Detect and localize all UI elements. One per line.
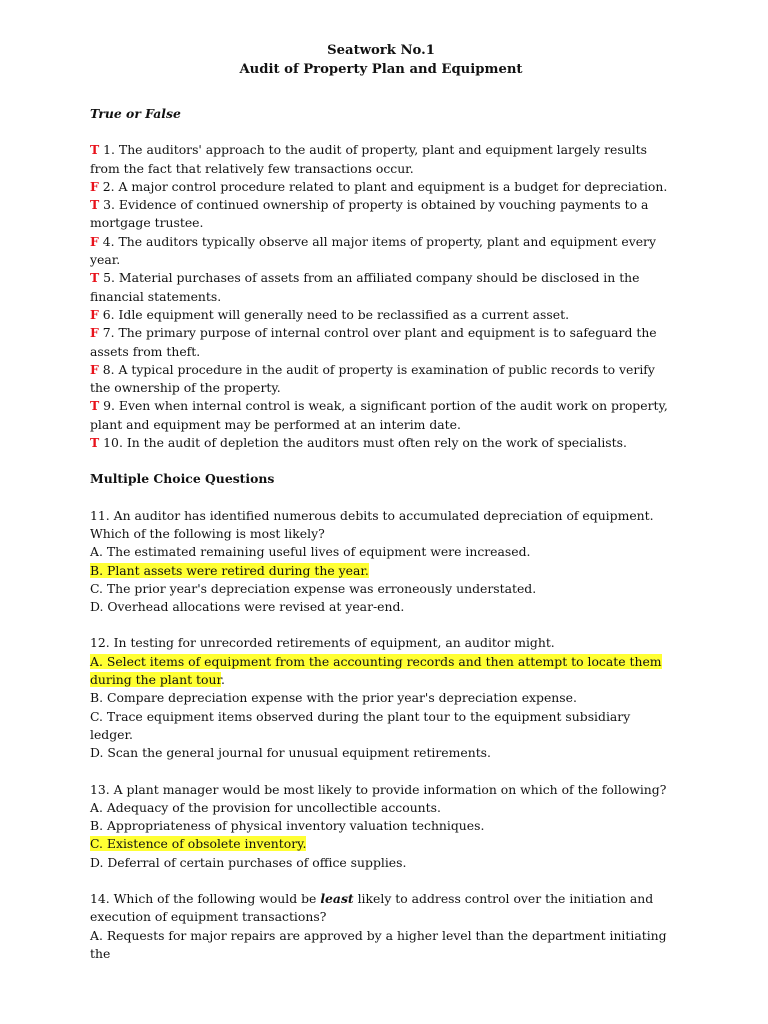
- tf-text: 7. The primary purpose of internal control over plant and equipment is to safeguard the assets from theft.: [90, 325, 657, 359]
- mc-option-b-answer: [90, 562, 672, 580]
- tf-text: 2. A major control procedure related to plant and equipment is a budget for depreciation.: [98, 178, 668, 194]
- tf-item-6: [90, 306, 672, 324]
- mc-option-a: A. Requests for major repairs are approved by a higher level than the department initiating the: [90, 927, 667, 961]
- tf-answer: T: [90, 435, 100, 451]
- tf-item-1: [90, 141, 672, 178]
- tf-item-3: [90, 196, 672, 233]
- tf-item-8: [90, 361, 672, 398]
- mc-option-c: C. The prior year's depreciation expense was erroneously understated.: [90, 580, 537, 596]
- mc-option-c: C. Trace equipment items observed during the plant tour to the equipment subsidiary ledger.: [90, 708, 631, 742]
- mc-question-text: 12. In testing for unrecorded retirements of equipment, an auditor might.: [90, 635, 555, 651]
- tf-answer: F: [90, 178, 99, 194]
- tf-text: 9. Even when internal control is weak, a significant portion of the audit work on property, plant and equipment may be performed at an interim date.: [90, 398, 668, 432]
- mc-option-d: D. Overhead allocations were revised at year-end.: [90, 599, 405, 615]
- mc-option-b: B. Compare depreciation expense with the prior year's depreciation expense.: [90, 690, 577, 706]
- mc-option-a: A. The estimated remaining useful lives of equipment were increased.: [90, 544, 531, 560]
- mc-question-12: [90, 634, 672, 762]
- tf-answer: T: [90, 142, 100, 158]
- tf-answer: F: [90, 325, 99, 341]
- mc-question-text: [90, 890, 672, 927]
- tf-text: 6. Idle equipment will generally need to be reclassified as a current asset.: [98, 306, 570, 322]
- tf-item-7: [90, 324, 672, 361]
- question-part: likely to address control over the initiation and execution of equipment transactions?: [90, 890, 654, 925]
- true-false-list: [90, 141, 672, 452]
- tf-item-5: [90, 269, 672, 306]
- tf-text: 8. A typical procedure in the audit of property is examination of public records to verify the ownership of the property.: [90, 361, 655, 396]
- tf-answer: F: [90, 361, 99, 377]
- true-false-heading: True or False: [90, 106, 181, 121]
- tf-answer: T: [90, 398, 100, 414]
- tf-answer: F: [90, 233, 99, 249]
- mc-question-14: [90, 890, 672, 963]
- mc-option-d: D. Deferral of certain purchases of office supplies.: [90, 854, 407, 870]
- answer-highlight: A. Select items of equipment from the accounting records and then attempt to locate them during the plant tour: [90, 653, 662, 688]
- tf-answer: T: [90, 270, 100, 286]
- answer-highlight: B. Plant assets were retired during the year.: [90, 562, 369, 578]
- tf-text: 10. In the audit of depletion the auditors must often rely on the work of specialists.: [99, 435, 627, 451]
- trailing-period: .: [221, 672, 225, 688]
- document-title: Seatwork No.1: [327, 43, 435, 58]
- document-subtitle: Audit of Property Plan and Equipment: [239, 61, 523, 77]
- tf-item-10: [90, 434, 672, 452]
- multiple-choice-heading: Multiple Choice Questions: [90, 471, 275, 487]
- tf-answer: F: [90, 306, 99, 322]
- tf-text: 3. Evidence of continued ownership of property is obtained by vouching payments to a mortgage trustee.: [90, 197, 649, 231]
- tf-text: 5. Material purchases of assets from an affiliated company should be disclosed in the financial statements.: [90, 270, 640, 304]
- tf-item-4: [90, 233, 672, 270]
- tf-answer: T: [90, 197, 100, 213]
- tf-text: 1. The auditors' approach to the audit of property, plant and equipment largely results from the fact that relatively few transactions occur.: [90, 142, 648, 176]
- question-part: 14. Which of the following would be: [90, 890, 321, 906]
- mc-question-text: 11. An auditor has identified numerous debits to accumulated depreciation of equipment. Which of the following is most likely?: [90, 507, 654, 541]
- mc-option-d: D. Scan the general journal for unusual equipment retirements.: [90, 745, 491, 761]
- mc-question-text: 13. A plant manager would be most likely to provide information on which of the following?: [90, 781, 667, 797]
- mc-option-b: B. Appropriateness of physical inventory valuation techniques.: [90, 818, 485, 834]
- mc-question-11: [90, 507, 672, 617]
- tf-item-2: [90, 178, 672, 196]
- mc-option-a: A. Adequacy of the provision for uncollectible accounts.: [90, 799, 441, 815]
- mc-option-a-answer: [90, 653, 672, 690]
- tf-item-9: [90, 397, 672, 434]
- answer-highlight: C. Existence of obsolete inventory.: [90, 836, 307, 852]
- mc-option-c-answer: [90, 835, 672, 853]
- mc-question-13: [90, 781, 672, 872]
- tf-text: 4. The auditors typically observe all major items of property, plant and equipment every year.: [90, 233, 656, 268]
- question-emphasis: least: [320, 890, 354, 906]
